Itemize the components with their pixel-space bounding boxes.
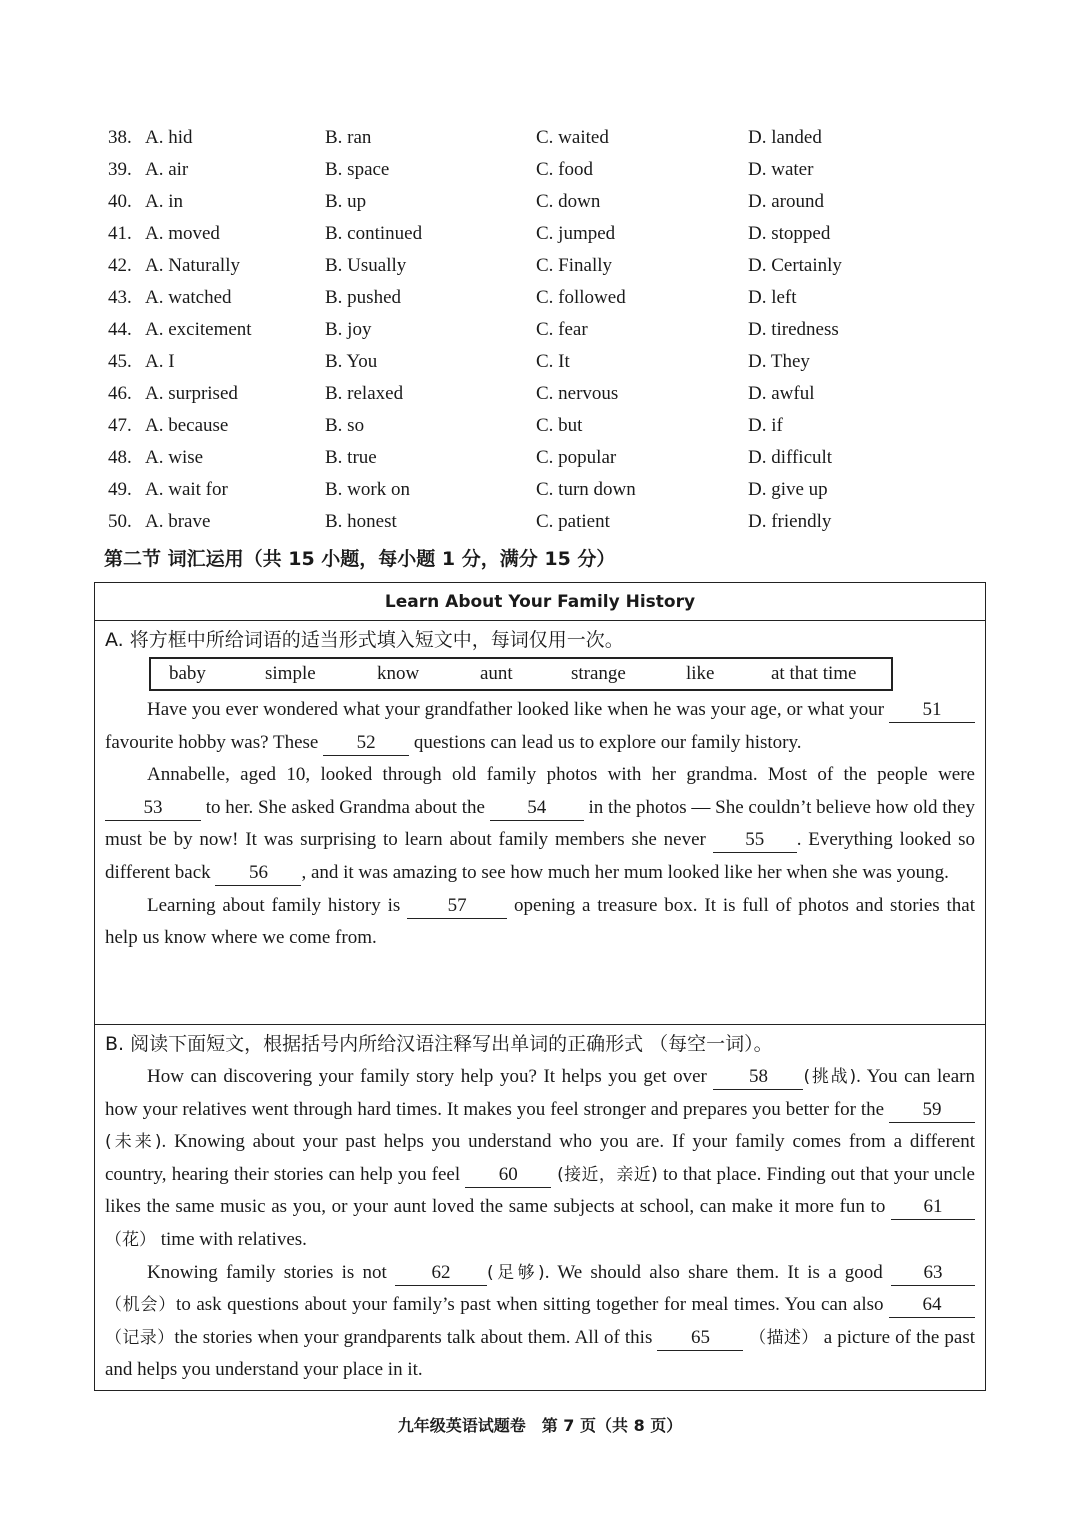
choice-row-44 [108, 314, 1008, 346]
word-bank-item: strange [571, 663, 626, 684]
option-b: B. honest [325, 511, 397, 532]
passage-title: Learn About Your Family History [95, 583, 985, 621]
choice-row-39 [108, 154, 1008, 186]
option-a: A. Naturally [145, 255, 240, 276]
question-number: 46. [108, 383, 132, 404]
option-d: D. give up [748, 479, 828, 500]
paragraph-b2 [105, 1257, 975, 1387]
question-number: 44. [108, 319, 132, 340]
question-number: 45. [108, 351, 132, 372]
text: to her. She asked Grandma about the [201, 796, 490, 818]
word-bank-item: know [377, 663, 420, 684]
option-a: A. air [145, 159, 189, 180]
blank-63[interactable]: 63 [891, 1261, 975, 1286]
blank-60[interactable]: 60 [465, 1163, 551, 1188]
option-b: B. work on [325, 479, 410, 500]
option-a: A. watched [145, 287, 232, 308]
option-c: C. waited [536, 127, 609, 148]
option-b: B. Usually [325, 255, 407, 276]
word-bank-item: at that time [771, 663, 857, 684]
choice-row-41 [108, 218, 1008, 250]
text: Learning about family history is [147, 894, 408, 916]
question-number: 50. [108, 511, 132, 532]
blank-57[interactable]: 57 [407, 894, 507, 919]
option-a: A. hid [145, 127, 193, 148]
hint-62: (足够) [487, 1262, 545, 1283]
section-title: 第二节 词汇运用（共 15 小题，每小题 1 分，满分 15 分） [104, 548, 616, 570]
option-c: C. fear [536, 319, 588, 340]
multiple-choice-options [108, 122, 1008, 538]
paragraph-b1 [105, 1061, 975, 1257]
blank-59[interactable]: 59 [889, 1098, 975, 1123]
choice-row-46 [108, 378, 1008, 410]
choice-row-40 [108, 186, 1008, 218]
blank-51[interactable]: 51 [889, 698, 975, 723]
option-c: C. down [536, 191, 601, 212]
question-number: 47. [108, 415, 132, 436]
choice-row-48 [108, 442, 1008, 474]
passage-box [94, 582, 986, 1391]
choice-row-47 [108, 410, 1008, 442]
question-number: 48. [108, 447, 132, 468]
option-c: C. Finally [536, 255, 613, 276]
option-c: C. It [536, 351, 570, 372]
text: to ask questions about your family’s past when sitting together for meal times. You can also [176, 1294, 890, 1316]
option-d: D. awful [748, 383, 815, 404]
option-d: D. left [748, 287, 797, 308]
option-a: A. excitement [145, 319, 252, 340]
option-c: C. followed [536, 287, 626, 308]
option-c: C. jumped [536, 223, 616, 244]
text: questions can lead us to explore our family history. [409, 731, 802, 753]
question-number: 40. [108, 191, 132, 212]
word-bank [149, 657, 893, 691]
text: . We should also share them. It is a good [544, 1261, 891, 1283]
choice-row-43 [108, 282, 1008, 314]
option-b: B. pushed [325, 287, 401, 308]
blank-61[interactable]: 61 [891, 1195, 975, 1220]
blank-64[interactable]: 64 [889, 1293, 975, 1318]
blank-58[interactable]: 58 [713, 1065, 803, 1090]
hint-64: （记录） [105, 1327, 175, 1348]
text: a picture of the past and helps you understand your place in it. [105, 1326, 975, 1381]
text: time with relatives. [156, 1228, 307, 1250]
hint-60: (接近，亲近) [551, 1164, 658, 1185]
option-b: B. You [325, 351, 378, 372]
option-d: D. stopped [748, 223, 831, 244]
option-b: B. space [325, 159, 390, 180]
option-a: A. wise [145, 447, 204, 468]
text: opening a treasure box. It is full of photos and stories that help us know where we come from. [105, 894, 975, 949]
blank-56[interactable]: 56 [215, 861, 301, 886]
blank-52[interactable]: 52 [323, 731, 409, 756]
option-d: D. if [748, 415, 783, 436]
option-c: C. turn down [536, 479, 636, 500]
part-b [95, 1025, 985, 1387]
choice-row-42 [108, 250, 1008, 282]
option-c: C. patient [536, 511, 610, 532]
word-bank-item: baby [169, 663, 206, 684]
option-b: B. relaxed [325, 383, 404, 404]
paragraph-a3 [105, 890, 975, 955]
option-d: D. They [748, 351, 810, 372]
word-bank-item: simple [265, 663, 316, 684]
option-c: C. nervous [536, 383, 619, 404]
question-number: 43. [108, 287, 132, 308]
blank-62[interactable]: 62 [395, 1261, 487, 1286]
option-b: B. ran [325, 127, 372, 148]
hint-63: （机会） [105, 1295, 177, 1316]
text: . Knowing about your past helps you understand who you are. If your family comes from a different country, hearing their stories can help you feel [105, 1131, 975, 1185]
option-a: A. because [145, 415, 229, 436]
text: Knowing family stories is not [147, 1261, 395, 1283]
text: to that place. Finding out that your uncle likes the same music as you, or your aunt loved the same subjects at school, can make it more fun to [105, 1163, 975, 1218]
option-d: D. landed [748, 127, 822, 148]
hint-59: (未来) [105, 1132, 162, 1153]
option-d: D. water [748, 159, 814, 180]
option-b: B. continued [325, 223, 423, 244]
paragraph-a2 [105, 759, 975, 889]
text: How can discovering your family story help you? It helps you get over [147, 1066, 714, 1087]
text: . You can learn how your relatives went through hard times. It makes you feel stronger and prepares you better for the [105, 1066, 975, 1120]
text: . Everything looked so different back [105, 829, 976, 883]
option-c: C. food [536, 159, 593, 180]
option-c: C. popular [536, 447, 617, 468]
choice-row-38 [108, 122, 1008, 154]
word-bank-item: like [686, 663, 715, 684]
choice-row-50 [108, 506, 1008, 538]
option-a: A. moved [145, 223, 220, 244]
text: the stories when your grandparents talk about them. All of this [174, 1326, 658, 1348]
hint-58: (挑战) [803, 1067, 857, 1087]
blank-54[interactable]: 54 [490, 796, 584, 821]
choice-row-49 [108, 474, 1008, 506]
option-b: B. joy [325, 319, 372, 340]
hint-61: （花） [105, 1229, 156, 1250]
option-d: D. around [748, 191, 824, 212]
word-bank-item: aunt [480, 663, 513, 684]
question-number: 39. [108, 159, 132, 180]
option-b: B. up [325, 191, 367, 212]
blank-65[interactable]: 65 [657, 1326, 743, 1351]
text: , and it was amazing to see how much her mum looked like her when she was young. [301, 861, 949, 883]
option-c: C. but [536, 415, 583, 436]
text: in the photos — She couldn’t believe how old they must be by now! It was surprising to learn about family members she never [105, 796, 975, 851]
paragraph-a1 [105, 694, 975, 759]
choice-row-45 [108, 346, 1008, 378]
option-b: B. so [325, 415, 365, 436]
question-number: 49. [108, 479, 132, 500]
text: Annabelle, aged 10, looked through old family photos with her grandma. Most of the people were [147, 764, 975, 786]
question-number: 42. [108, 255, 132, 276]
option-b: B. true [325, 447, 377, 468]
part-b-instruction: B. 阅读下面短文，根据括号内所给汉语注释写出单词的正确形式 （每空一词）。 [105, 1033, 773, 1055]
question-number: 38. [108, 127, 132, 148]
option-d: D. tiredness [748, 319, 839, 340]
option-a: A. wait for [145, 479, 228, 500]
part-a-instruction: A. 将方框中所给词语的适当形式填入短文中，每词仅用一次。 [105, 629, 624, 651]
option-d: D. friendly [748, 511, 832, 532]
option-a: A. I [145, 351, 175, 372]
option-a: A. surprised [145, 383, 238, 404]
option-d: D. Certainly [748, 255, 842, 276]
text: Have you ever wondered what your grandfather looked like when he was your age, or what your [147, 699, 889, 720]
blank-53[interactable]: 53 [105, 796, 201, 821]
text: favourite hobby was? These [105, 731, 324, 753]
question-number: 41. [108, 223, 132, 244]
blank-55[interactable]: 55 [713, 828, 797, 853]
hint-65: （描述） [743, 1327, 819, 1348]
option-d: D. difficult [748, 447, 833, 468]
part-a [95, 621, 985, 1025]
option-a: A. in [145, 191, 183, 212]
page-footer: 九年级英语试题卷 第 7 页（共 8 页） [397, 1416, 683, 1435]
option-a: A. brave [145, 511, 211, 532]
